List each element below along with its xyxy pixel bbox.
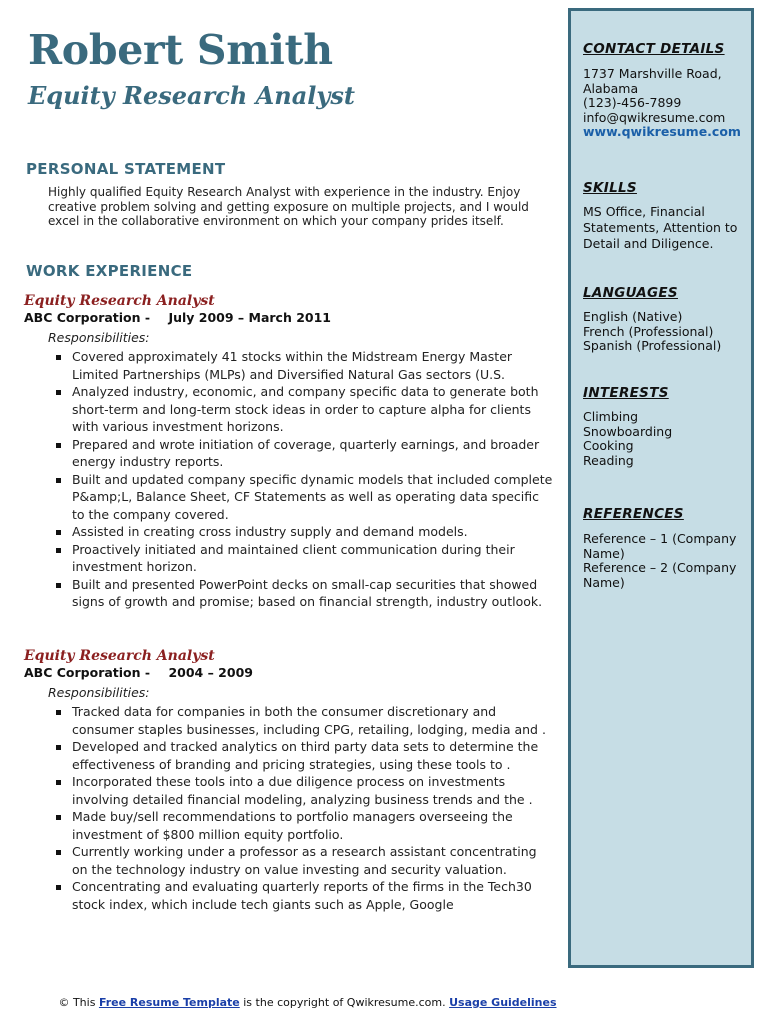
address-line: Alabama	[583, 80, 639, 96]
footer-copyright: is the copyright of Qwikresume.com.	[243, 996, 446, 1009]
responsibility-item: Tracked data for companies in both the consumer discretionary and consumer staples businesses, including CPG, retailing, lodging, media and .	[24, 703, 554, 738]
responsibility-item: Currently working under a professor as a research assistant concentrating on the technology industry on value investing and security valuation.	[24, 843, 554, 878]
interest-item: Cooking	[583, 438, 634, 453]
responsibility-item: Built and updated company specific dynamic models that included complete P&amp;L, Balance Sheet, CF Statements as well as operating data specific to the company covered.	[24, 471, 554, 524]
interest-item: Snowboarding	[583, 423, 673, 439]
responsibilities-label: Responsibilities:	[48, 330, 150, 345]
language-item: French (Professional)	[583, 323, 714, 339]
responsibility-item: Developed and tracked analytics on third party data sets to determine the effectiveness of branding and pricing strategies, using these tools to .	[24, 738, 554, 773]
job-company: ABC Corporation -	[24, 665, 151, 680]
responsibility-list	[24, 348, 554, 611]
job-company: ABC Corporation -	[24, 310, 151, 325]
responsibility-item: Proactively initiated and maintained client communication during their investment horizon.	[24, 541, 554, 576]
website-link[interactable]: www.qwikresume.com	[583, 124, 741, 139]
languages-heading: LANGUAGES	[583, 285, 678, 301]
job-dates: 2004 – 2009	[168, 665, 253, 680]
skills-text: MS Office, Financial Statements, Attention to Detail and Diligence.	[583, 204, 738, 251]
personal-statement-text: Highly qualified Equity Research Analyst with experience in the industry. Enjoy creative problem solving and getting exposure on multiple projects, and I would excel in the collaborative environment on which your company prides itself.	[48, 185, 529, 228]
references-list	[583, 532, 747, 590]
responsibilities-label: Responsibilities:	[48, 685, 150, 700]
responsibility-item: Concentrating and evaluating quarterly reports of the firms in the Tech30 stock index, which include tech giants such as Apple, Google	[24, 878, 554, 913]
reference-item: Reference – 2 (Company Name)	[583, 560, 737, 590]
job-title: Equity Research Analyst	[24, 648, 215, 664]
footer	[0, 996, 615, 1009]
language-item: English (Native)	[583, 309, 683, 324]
skills-heading: SKILLS	[583, 180, 637, 196]
responsibility-list	[24, 703, 554, 913]
job-company-line	[24, 310, 554, 326]
responsibility-item: Assisted in creating cross industry supply and demand models.	[24, 523, 554, 541]
responsibility-item: Built and presented PowerPoint decks on small-cap securities that showed signs of growth and promise; based on financial strength, industry outlook.	[24, 576, 554, 611]
interests-list	[583, 410, 753, 468]
responsibility-item: Analyzed industry, economic, and company specific data to generate both short-term and long-term stock ideas in order to capture alpha for clients with various investment horizons.	[24, 383, 554, 436]
interest-item: Climbing	[583, 409, 639, 424]
responsibility-item: Made buy/sell recommendations to portfolio managers overseeing the investment of $800 million equity portfolio.	[24, 808, 554, 843]
responsibility-item: Prepared and wrote initiation of coverage, quarterly earnings, and broader energy industry reports.	[24, 436, 554, 471]
job-title: Equity Research Analyst	[24, 293, 215, 309]
personal-statement-heading: PERSONAL STATEMENT	[26, 160, 226, 178]
usage-guidelines-link[interactable]: Usage Guidelines	[449, 996, 557, 1009]
responsibility-item: Covered approximately 41 stocks within the Midstream Energy Master Limited Partnerships (MLPs) and Diversified Natural Gas sectors (U.S.	[24, 348, 554, 383]
email[interactable]: info@qwikresume.com	[583, 109, 726, 125]
languages-list	[583, 310, 753, 354]
sidebar	[568, 8, 754, 968]
contact-details	[583, 67, 753, 140]
free-resume-template-link[interactable]: Free Resume Template	[98, 996, 240, 1009]
language-item: Spanish (Professional)	[583, 338, 722, 353]
interest-item: Reading	[583, 452, 634, 468]
job-dates: July 2009 – March 2011	[168, 310, 332, 325]
reference-item: Reference – 1 (Company Name)	[583, 531, 737, 561]
phone: (123)-456-7899	[583, 95, 682, 110]
job-entry	[24, 648, 554, 913]
interests-heading: INTERESTS	[583, 385, 669, 401]
candidate-name: Robert Smith	[28, 26, 333, 74]
references-heading: REFERENCES	[583, 506, 684, 522]
contact-heading: CONTACT DETAILS	[583, 41, 725, 57]
address-line: 1737 Marshville Road,	[583, 66, 722, 81]
job-entry	[24, 293, 554, 611]
work-experience-heading: WORK EXPERIENCE	[26, 262, 193, 280]
responsibility-item: Incorporated these tools into a due diligence process on investments involving detailed financial modeling, analyzing business trends and the .	[24, 773, 554, 808]
footer-prefix: © This	[58, 996, 96, 1009]
candidate-title: Equity Research Analyst	[28, 81, 355, 110]
job-company-line	[24, 665, 554, 681]
